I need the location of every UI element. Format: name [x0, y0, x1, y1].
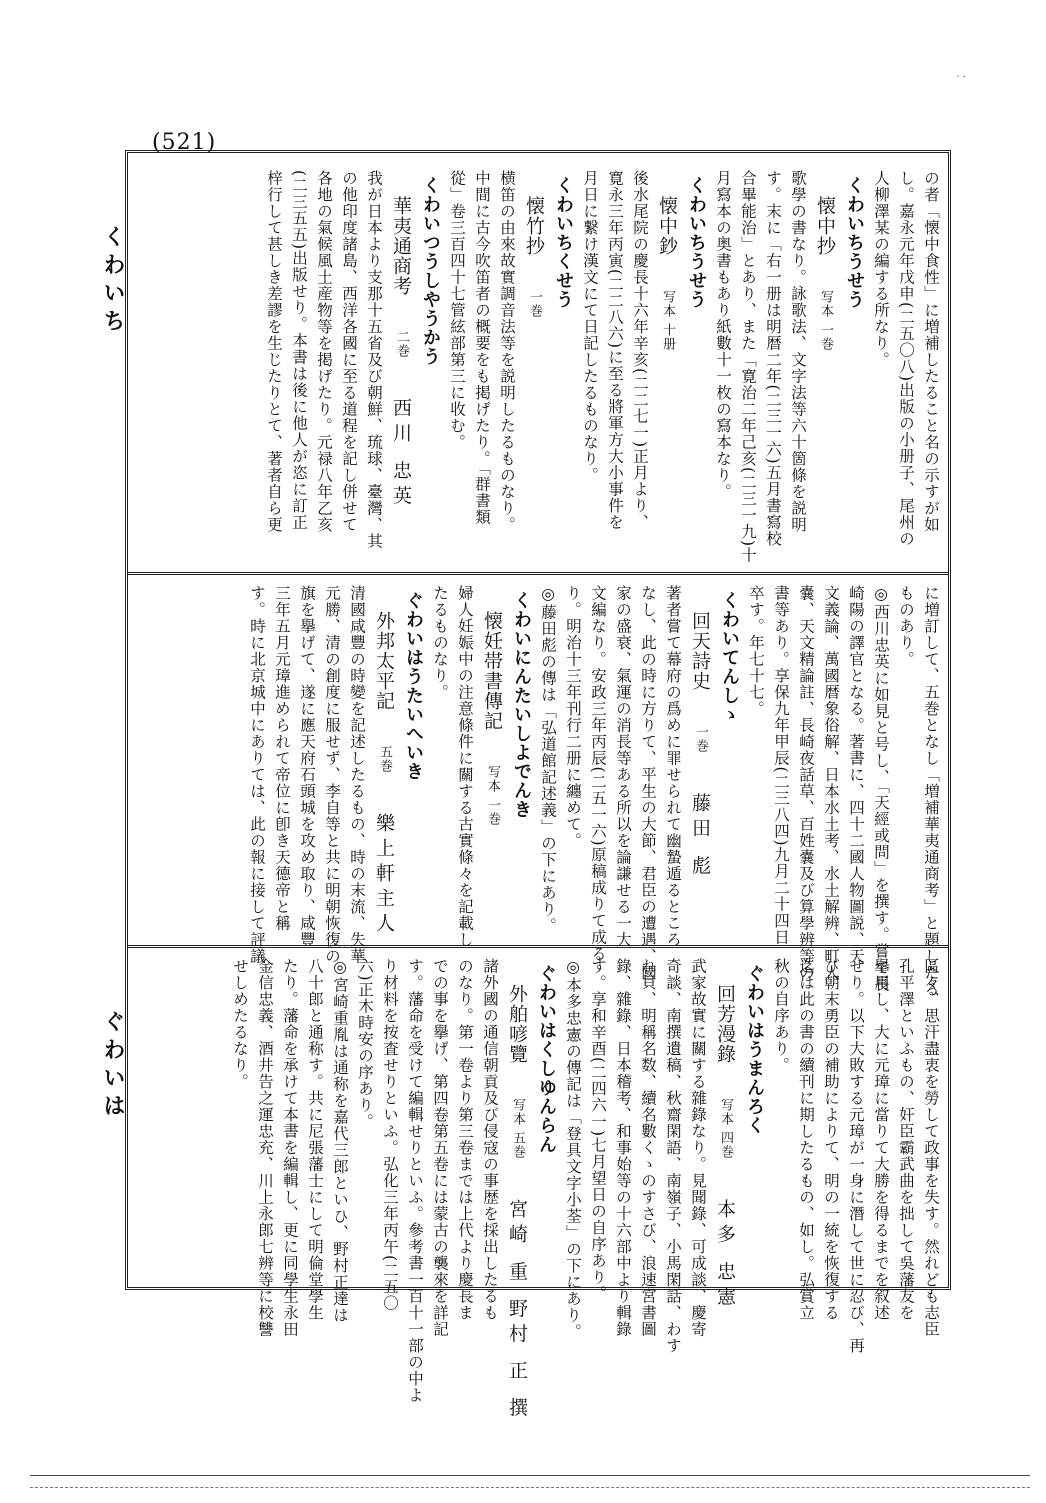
entry-reading: くわいちくせう [553, 176, 574, 309]
text-column: 秋の自序あり。 [772, 958, 790, 1074]
entry-reading: くわいちうせう [686, 176, 707, 309]
bottom-rule [30, 1475, 1030, 1476]
entry-title-line [369, 585, 399, 938]
text-column: し。嘉永元年戊申(二五〇八)出版の小册子、尾州の [897, 170, 915, 548]
entry-author: 本多 忠憲 [714, 1199, 736, 1312]
entry-volume-count: 写本 一巻 [818, 290, 833, 352]
running-head-bottom: ぐわいは [100, 1010, 126, 1122]
entry-title: 懐中鈔 [656, 196, 678, 256]
text-column: たり。藩命を承けて本書を編輯し、更に同學生永田 [281, 958, 299, 1338]
text-column: 奇談、南撰遺稿、秋齋閑語、南嶺子、小馬閑話、わす [664, 958, 682, 1354]
text-column: せり。以下大敗する元璋が一身に潛して世に忍び、再 [847, 958, 865, 1354]
text-column: 孔平澤といふもの、奸臣霸武曲を拙して吳藩友を [897, 958, 915, 1321]
entry-author: 藤田 彪 [689, 793, 711, 881]
text-column: 區々、思汗盡衷を勞して政事を失す。然れども志臣 [922, 958, 940, 1338]
entry-author: 樂上軒主人 [373, 813, 395, 938]
text-column: す。末に「右一册は明暦二年(二三一六)五月書寫校 [764, 170, 782, 548]
text-column: 歌學の書なり。詠歌法、文字法等六十箇條を説明 [789, 170, 807, 533]
entry-title-line [810, 170, 840, 391]
entry-title: 懐妊帯書傳記 [481, 611, 503, 731]
text-column: のなり。第一卷より第三卷までは上代より慶長ま [456, 958, 474, 1321]
text-column: 中間に古今吹笛者の概要をも掲げたり。「群書類 [473, 170, 491, 526]
text-column: 迄は此の書の續刊に期したるもの、如し。弘賞立 [797, 958, 815, 1321]
entry-reading: ぐわいはうたいへいき [403, 591, 424, 781]
band-middle [135, 585, 943, 998]
text-column: 武家故實に關する雜錄なり。見聞錄、可成談、慶寄 [689, 958, 707, 1338]
text-column: ◎宮崎重胤は通称を嘉代三郎といひ、野村正達は [331, 958, 349, 1324]
entry-volume-count: 一巻 [693, 725, 708, 753]
entry-title-line [502, 958, 532, 1422]
text-column: に増訂して、五巻となし「増補華夷通商考」と題したる [922, 585, 940, 998]
text-column: の者「懐中食性」に増補したること名の示すが如 [922, 170, 940, 533]
entry-volume-count: 一巻 [527, 290, 542, 318]
text-column: 六)正木時安の序あり。 [356, 958, 374, 1131]
entry-title: 回天詩史 [689, 611, 711, 691]
entry-title-line [685, 585, 715, 880]
text-column: 文義論、萬國暦象俗解、日本水土考、水土解辨、町人 [822, 585, 840, 981]
text-column: 嚢、天文精論註、長崎夜話草、百姓嚢及び算學辨等の [797, 585, 815, 981]
text-column: 我が日本より支那十五省及び朝鮮、琉球、臺灣、其 [365, 170, 383, 550]
entry-volume-count: 五巻 [377, 745, 392, 773]
text-column: 後水尾院の慶長十六年辛亥(二二七一)正月より、 [631, 170, 649, 531]
text-column: 合畢能治」とあり、また「寛治二年己亥(二三一九)十 [739, 170, 757, 564]
text-column: す。藩命を受けて編輯せりといふ。參考書一百十一部の中よ [406, 958, 424, 1404]
entry-title-line [519, 170, 549, 358]
text-column: 横笛の由來故實調音法等を説明したるものなり。 [498, 170, 516, 533]
text-column: す。享和辛酉(二四六一)七月望日の自序あり。 [589, 958, 607, 1303]
entry-title: 回芳漫錄 [714, 984, 736, 1064]
text-column: 文編なり。安政三年丙辰(二五一六)原稿成りて成る [589, 585, 607, 963]
text-column: 梓行して甚しき差謬を生じたりとて、著者自ら更 [265, 170, 283, 533]
text-column: 三年五月元璋進められて帝位に卽き天德帝と稱 [273, 585, 291, 932]
entry-reading: くわいちうせう [844, 176, 865, 309]
entry-author: 西川 忠英 [390, 398, 412, 511]
text-column: 錄、雜錄、日本稽考、和事始等の十六部中より輯錄 [614, 958, 632, 1338]
text-column: 各地の氣候風土産物等を掲げたり。元禄八年乙亥 [315, 170, 333, 533]
text-column: ◎本多忠憲の傳記は「登具文字小荃」の下にあり。 [564, 958, 582, 1340]
entry-volume-count: 写本 五巻 [510, 1098, 525, 1160]
text-column: り。明治十三年刊行二册に纏めて。 [564, 585, 582, 849]
band-divider-upper [128, 572, 948, 575]
text-column: 家の盛衰、氣運の消長等ある所以を論謙せる一大 [614, 585, 632, 948]
entry-title-line [386, 170, 416, 510]
text-column: 清國咸豐の時變を記述したるもの、時の末流、失華 [348, 585, 366, 965]
band-bottom [135, 958, 943, 1423]
entry-title: 華夷通商考 [390, 196, 412, 296]
text-column: (二三五五)出版せり。本書は後に他人が恣に訂正 [290, 170, 308, 531]
text-column: す。時に北京城中にありては、此の報に接して評議 [248, 585, 266, 965]
text-column: 婦人妊娠中の注意條件に關する古實條々を記載し [456, 585, 474, 948]
text-column: 著者嘗て幕府の爲めに罪せられて幽蟄遁るところ [664, 585, 682, 948]
text-column: 八十郎と通称す。共に尼張藩士にして明倫堂學生 [306, 958, 324, 1321]
text-column: び朝末勇臣の補助によりて、明の一統を恢復する [822, 958, 840, 1321]
text-column: れ貝、明稱名数、續名數くゝのすさび、浪速宮書圖 [639, 958, 657, 1338]
bottom-rule-dashed [30, 1487, 1030, 1488]
entry-volume-count: 写本 十册 [660, 290, 675, 352]
band-top [135, 170, 943, 565]
entry-reading: くわいつうしやうかう [420, 176, 441, 366]
text-column: 卒す。年七十七。 [747, 585, 765, 717]
entry-title-line [477, 585, 507, 866]
text-column: の他印度諸島、西洋各國に至る道程を記し併せて [340, 170, 358, 533]
text-column: 書等あり。享保九年甲辰(二三八四)九月二十四日 [772, 585, 790, 946]
text-column: 寛永三年丙寅(二二八六)に至る將軍方大小事件を [606, 170, 624, 531]
text-column: 崎陽の譯官となる。著書に、四十二國人物圖説、天 [847, 585, 865, 965]
entry-title: 外舶喭覽 [506, 984, 528, 1064]
text-column: 擧用し、大に元璋に當りて大勝を得るまでを叙述 [872, 958, 890, 1321]
entry-author: 宮崎 重 野村 正 撰 [506, 1199, 528, 1423]
entry-title-line [652, 170, 682, 391]
running-head-top: くわいち [100, 225, 126, 337]
page-number: (521) [152, 130, 217, 155]
text-column: ◎西川忠英に如見と号し、「天經或問」を撰す。嘗て長 [872, 585, 890, 993]
text-column: ◎藤田彪の傳は「弘道館記述義」の下にあり。 [539, 585, 557, 934]
text-column: り材料を按査せりといふ。弘化三年丙午(二五〇 [381, 958, 399, 1312]
entry-title: 外邦太平記 [373, 611, 395, 711]
text-column: 月寫本の奥書もあり紙數十一枚の寫本なり。 [714, 170, 732, 500]
text-column: 旗を擧げて、遂に應天府石頭城を攻め取り、咸豐 [298, 585, 316, 948]
entry-reading: ぐわいはくしゆんらん [536, 964, 557, 1154]
entry-reading: くわいてんしゝ [719, 591, 740, 724]
text-column: せしめたるなり。 [231, 958, 249, 1090]
text-column: たるものなり。 [431, 585, 449, 701]
scan-speck: · · [956, 72, 966, 83]
text-column: 諸外國の通信朝貢及び侵寇の事歴を採出したるも [481, 958, 499, 1321]
text-column: 從」卷三百四十七管絃部第三に收む。 [448, 170, 466, 451]
entry-volume-count: 写本 一巻 [485, 765, 500, 827]
text-column: 金信忠義、酒井告之運忠充、川上永郎七辨等に校讐 [256, 958, 274, 1338]
entry-volume-count: 写本 四巻 [718, 1098, 733, 1160]
entry-volume-count: 二巻 [394, 330, 409, 358]
text-column: での事を擧げ、第四卷第五卷には蒙古の襲來を詳記 [431, 958, 449, 1338]
text-column: 月日に繋け漢文にて日記したるものなり。 [581, 170, 599, 484]
entry-reading: ぐわいはうまんろく [744, 964, 765, 1135]
entry-title: 懐竹抄 [523, 196, 545, 256]
text-column: 元勝、清の創度に服せず、李自等と共に明朝恢復の [323, 585, 341, 965]
entry-title-line [710, 958, 740, 1311]
entry-title: 懐中抄 [814, 196, 836, 256]
text-column: なし、此の時に方りて、平生の大節、君臣の遭遇、國 [639, 585, 657, 981]
text-column: 人柳澤某の編する所なり。 [872, 170, 890, 368]
entry-reading: くわいにんたいしよでんき [511, 591, 532, 819]
text-column: ものあり。 [897, 585, 915, 668]
